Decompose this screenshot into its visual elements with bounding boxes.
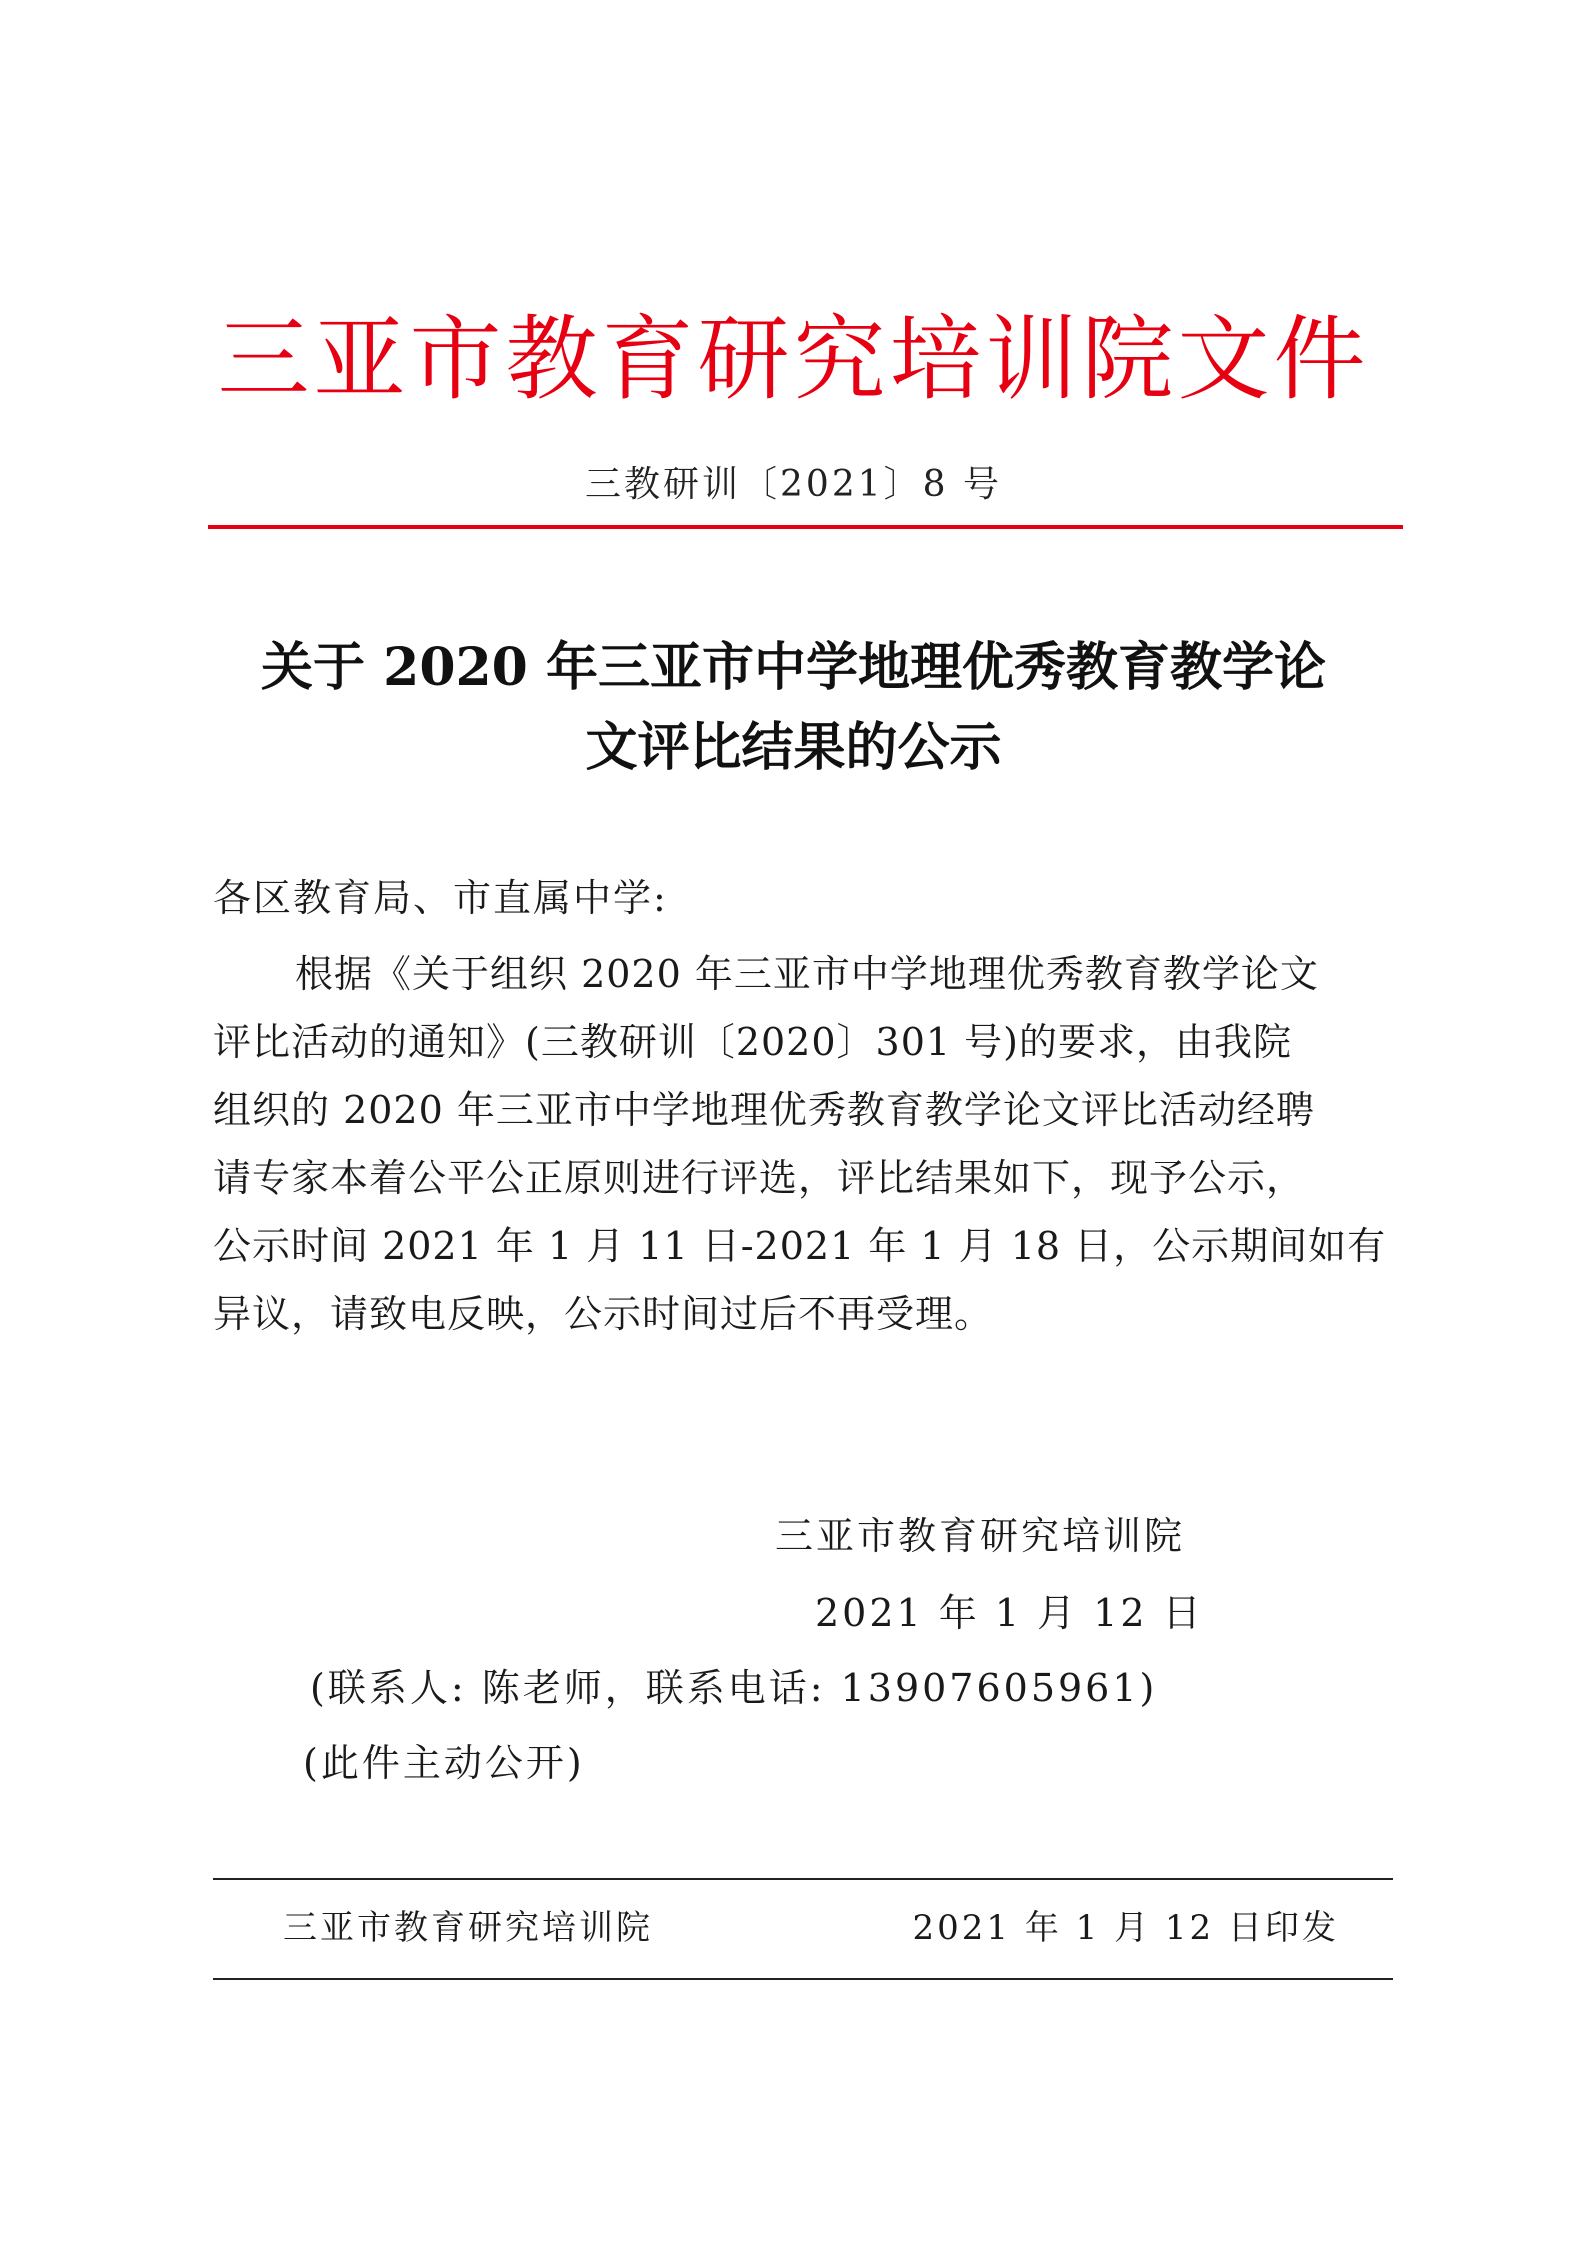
subject-line-2: 文评比结果的公示: [585, 717, 1002, 778]
footer-top-rule: [213, 1878, 1393, 1880]
document-number: 三教研训〔2021〕8 号: [585, 464, 1002, 505]
signature-date: 2021 年 1 月 12 日: [815, 1591, 1204, 1635]
body-line: 组织的 2020 年三亚市中学地理优秀教育教学论文评比活动经聘: [213, 1088, 1315, 1132]
body-line: 评比活动的通知》(三教研训〔2020〕301 号)的要求，由我院: [213, 1020, 1292, 1064]
document-subject: [180, 628, 1407, 788]
footer-issue-date: 2021 年 1 月 12 日印发: [912, 1908, 1339, 1948]
disclosure-note: (此件主动公开): [303, 1741, 585, 1785]
subject-line-1: 关于 2020 年三亚市中学地理优秀教育教学论: [261, 637, 1326, 698]
body-paragraph: [213, 940, 1393, 1348]
footer-issuer: 三亚市教育研究培训院: [283, 1908, 653, 1948]
header-title: 三亚市教育研究培训院文件: [217, 306, 1370, 413]
salutation: 各区教育局、市直属中学:: [213, 876, 668, 920]
body-line: 请专家本着公平公正原则进行评选，评比结果如下，现予公示，: [213, 1156, 1306, 1200]
body-line: 根据《关于组织 2020 年三亚市中学地理优秀教育教学论文: [295, 952, 1319, 996]
signature-organization: 三亚市教育研究培训院: [775, 1514, 1186, 1558]
contact-info: (联系人: 陈老师，联系电话: 13907605961): [310, 1666, 1158, 1710]
body-line: 异议，请致电反映，公示时间过后不再受理。: [213, 1292, 994, 1336]
footer-bottom-rule: [213, 1978, 1393, 1980]
red-separator-line: [208, 525, 1403, 529]
body-line: 公示时间 2021 年 1 月 11 日-2021 年 1 月 18 日，公示期间如有: [213, 1224, 1387, 1268]
